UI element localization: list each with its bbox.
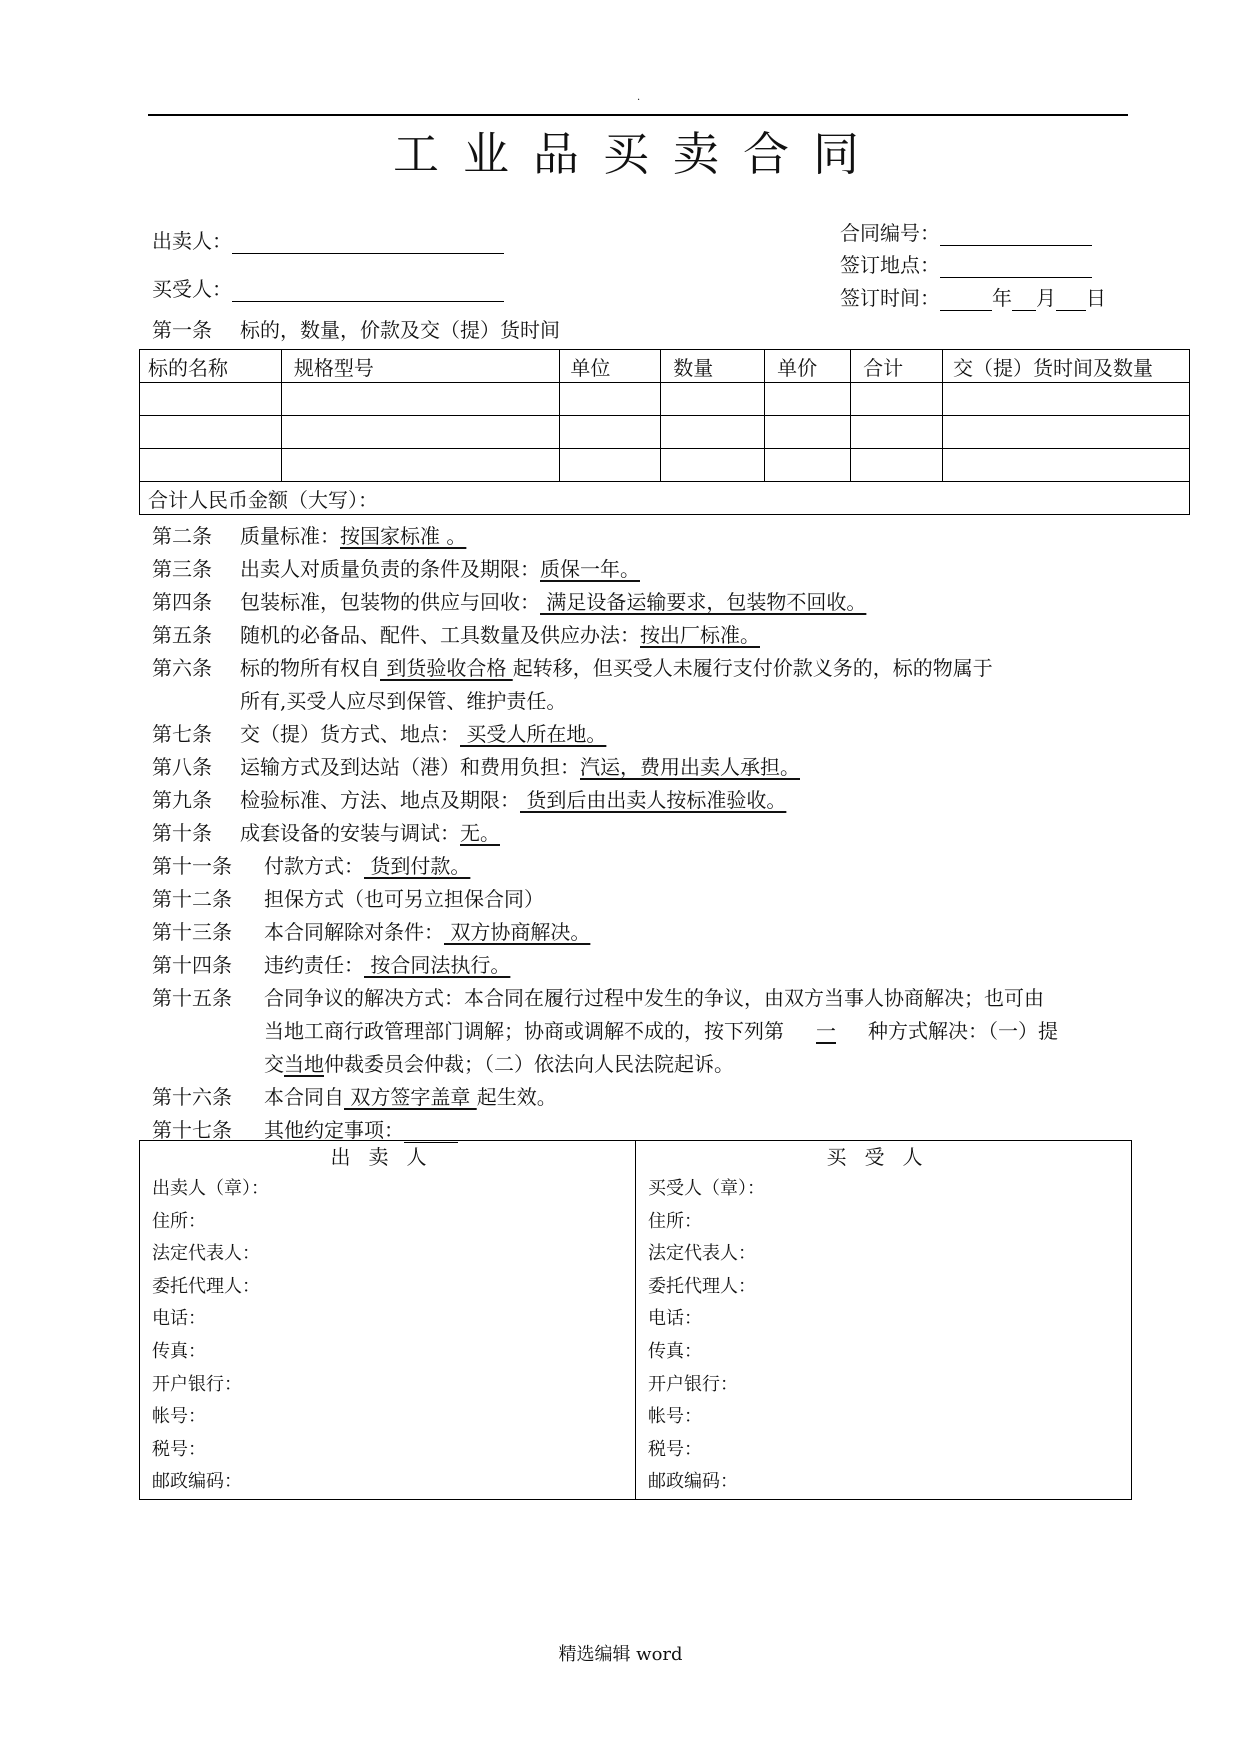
article-text: 包装标准，包装物的供应与回收： xyxy=(240,590,540,614)
article-text: 本合同自 xyxy=(264,1085,344,1109)
contract-no-blank xyxy=(940,225,1092,246)
buyer-field-line: 邮政编码： xyxy=(648,1471,738,1493)
buyer-field xyxy=(152,276,504,302)
article-text: 担保方式（也可另立担保合同） xyxy=(264,887,544,911)
contract-no-label: 合同编号： xyxy=(840,221,940,245)
article-text: 交 xyxy=(264,1052,284,1076)
table-cell[interactable] xyxy=(281,383,560,416)
article-text: 种方式解决：（一）提 xyxy=(868,1019,1058,1043)
article-number: 第二条 xyxy=(152,524,212,548)
year-blank xyxy=(940,290,992,311)
table-cell[interactable] xyxy=(765,449,851,482)
article-15-line2 xyxy=(264,1018,1058,1044)
table-cell[interactable] xyxy=(560,383,661,416)
buyer-column xyxy=(636,1141,1132,1500)
items-table xyxy=(139,349,1190,515)
sign-place-blank xyxy=(940,257,1092,278)
buyer-column-title: 买受人 xyxy=(826,1145,941,1169)
table-cell[interactable] xyxy=(851,383,943,416)
seller-field-line: 住所： xyxy=(152,1210,206,1232)
article-number: 第四条 xyxy=(152,590,212,614)
table-cell[interactable] xyxy=(765,383,851,416)
article-15 xyxy=(152,985,1044,1011)
article-number: 第七条 xyxy=(152,722,212,746)
month-label: 月 xyxy=(1036,286,1056,310)
day-blank xyxy=(1056,290,1086,311)
total-amount-label: 合计人民币金额（大写）： xyxy=(140,482,1190,515)
contract-no-field xyxy=(840,220,1092,246)
table-cell[interactable] xyxy=(765,416,851,449)
header-cell: 标的名称 xyxy=(140,350,282,383)
seller-blank xyxy=(232,233,504,254)
table-total-row xyxy=(140,482,1190,515)
buyer-field-line: 法定代表人： xyxy=(648,1243,756,1265)
article-text: 检验标准、方法、地点及期限： xyxy=(240,788,520,812)
article-filled: 货到付款。 xyxy=(364,854,471,878)
table-cell[interactable] xyxy=(281,416,560,449)
article-text: 合同争议的解决方式：本合同在履行过程中发生的争议，由双方当事人协商解决；也可由 xyxy=(264,986,1044,1010)
header-cell: 单位 xyxy=(560,350,661,383)
table-cell[interactable] xyxy=(560,416,661,449)
article-3 xyxy=(152,556,640,582)
article-number: 第十四条 xyxy=(152,953,232,977)
article-text: 其他约定事项： xyxy=(264,1118,404,1142)
article-text: 质量标准： xyxy=(240,524,340,548)
header-cell: 合计 xyxy=(851,350,943,383)
article-1 xyxy=(152,317,560,343)
table-cell[interactable] xyxy=(851,416,943,449)
table-cell[interactable] xyxy=(661,383,765,416)
article-text: 起转移，但买受人未履行支付价款义务的，标的物属于 xyxy=(512,656,993,680)
article-text: 运输方式及到达站（港）和费用负担： xyxy=(240,755,580,779)
article-13 xyxy=(152,919,590,945)
page-footer: 精选编辑 word xyxy=(558,1644,683,1665)
header-dot: . xyxy=(637,92,641,103)
table-row xyxy=(140,383,1190,416)
article-number: 第十二条 xyxy=(152,887,232,911)
article-16 xyxy=(152,1084,557,1110)
article-text: 起生效。 xyxy=(476,1085,557,1109)
article-number: 第五条 xyxy=(152,623,212,647)
article-filled: 按国家标准 。 xyxy=(340,524,467,548)
article-text: 交（提）货方式、地点： xyxy=(240,722,460,746)
seller-column-title: 出卖人 xyxy=(330,1145,445,1169)
article-number: 第一条 xyxy=(152,318,212,342)
buyer-label: 买受人： xyxy=(152,277,232,301)
seller-label: 出卖人： xyxy=(152,229,232,253)
article-number: 第十一条 xyxy=(152,854,232,878)
buyer-field-line: 税号： xyxy=(648,1438,702,1460)
article-15-line3 xyxy=(264,1051,734,1077)
table-row xyxy=(140,449,1190,482)
article-10 xyxy=(152,820,500,846)
article-filled: 满足设备运输要求，包装物不回收。 xyxy=(540,590,867,614)
article-filled: 双方签字盖章 xyxy=(344,1085,477,1109)
table-cell[interactable] xyxy=(851,449,943,482)
seller-field-line: 委托代理人： xyxy=(152,1275,260,1297)
buyer-field-line: 委托代理人： xyxy=(648,1275,756,1297)
article-text: 付款方式： xyxy=(264,854,364,878)
seller-field-line: 电话： xyxy=(152,1308,206,1330)
article-6 xyxy=(152,655,993,681)
table-cell[interactable] xyxy=(661,449,765,482)
article-text: 标的，数量，价款及交（提）货时间 xyxy=(240,318,560,342)
table-cell[interactable] xyxy=(943,449,1190,482)
article-number: 第三条 xyxy=(152,557,212,581)
table-cell[interactable] xyxy=(943,383,1190,416)
article-number: 第十三条 xyxy=(152,920,232,944)
article-filled: 当地 xyxy=(284,1052,324,1076)
article-2 xyxy=(152,523,466,549)
seller-field-line: 出卖人（章）： xyxy=(152,1178,269,1199)
header-cell: 数量 xyxy=(661,350,765,383)
article-text: 本合同解除对条件： xyxy=(264,920,444,944)
article-8 xyxy=(152,754,800,780)
article-5 xyxy=(152,622,760,648)
table-cell[interactable] xyxy=(943,416,1190,449)
article-7 xyxy=(152,721,606,747)
seller-field xyxy=(152,228,504,254)
parties-table xyxy=(139,1140,1132,1500)
header-cell: 规格型号 xyxy=(281,350,560,383)
buyer-field-line: 电话： xyxy=(648,1308,702,1330)
article-14 xyxy=(152,952,510,978)
article-number: 第十条 xyxy=(152,821,212,845)
article-filled: 汽运，费用出卖人承担。 xyxy=(580,755,800,779)
seller-field-line: 帐号： xyxy=(152,1406,206,1428)
table-row xyxy=(140,416,1190,449)
article-filled: 到货验收合格 xyxy=(380,656,513,680)
seller-field-line: 税号： xyxy=(152,1438,206,1460)
seller-field-line: 传真： xyxy=(152,1340,206,1362)
table-cell[interactable] xyxy=(140,383,282,416)
article-text: 标的物所有权自 xyxy=(240,656,380,680)
table-cell[interactable] xyxy=(560,449,661,482)
buyer-blank xyxy=(232,281,504,302)
article-number: 第十六条 xyxy=(152,1085,232,1109)
buyer-field-line: 住所： xyxy=(648,1210,702,1232)
article-number: 第十五条 xyxy=(152,986,232,1010)
article-filled: 质保一年。 xyxy=(540,557,640,581)
month-blank xyxy=(1012,290,1036,311)
article-filled: 双方协商解决。 xyxy=(444,920,591,944)
seller-field-line: 法定代表人： xyxy=(152,1243,260,1265)
table-header-row xyxy=(140,350,1190,383)
header-cell: 单价 xyxy=(765,350,851,383)
article-filled: 一 xyxy=(816,1019,836,1043)
article-filled: 货到后由出卖人按标准验收。 xyxy=(520,788,787,812)
sign-time-field xyxy=(840,285,1106,311)
buyer-field-line: 传真： xyxy=(648,1340,702,1362)
seller-field-line: 开户银行： xyxy=(152,1373,242,1395)
article-filled: 按出厂标准。 xyxy=(640,623,760,647)
article-4 xyxy=(152,589,866,615)
article-filled: 无。 xyxy=(460,821,500,845)
article-9 xyxy=(152,787,786,813)
table-cell[interactable] xyxy=(140,416,282,449)
table-cell[interactable] xyxy=(140,449,282,482)
article-number: 第八条 xyxy=(152,755,212,779)
article-filled: 按合同法执行。 xyxy=(364,953,511,977)
article-number: 第六条 xyxy=(152,656,212,680)
article-number: 第十七条 xyxy=(152,1118,232,1142)
article-12 xyxy=(152,886,544,912)
seller-field-line: 邮政编码： xyxy=(152,1471,242,1493)
article-text: 违约责任： xyxy=(264,953,364,977)
header-rule xyxy=(148,114,1128,116)
table-cell[interactable] xyxy=(661,416,765,449)
article-filled: 买受人所在地。 xyxy=(460,722,607,746)
table-cell[interactable] xyxy=(281,449,560,482)
year-label: 年 xyxy=(992,286,1012,310)
buyer-field-line: 帐号： xyxy=(648,1406,702,1428)
article-11 xyxy=(152,853,470,879)
day-label: 日 xyxy=(1086,286,1106,310)
page-title: 工业品买卖合同 xyxy=(393,127,883,181)
seller-column xyxy=(140,1141,636,1500)
article-text: 仲裁委员会仲裁；（二）依法向人民法院起诉。 xyxy=(324,1052,734,1076)
article-6-continuation: 所有,买受人应尽到保管、维护责任。 xyxy=(240,689,567,713)
buyer-field-line: 买受人（章）： xyxy=(648,1178,765,1199)
article-number: 第九条 xyxy=(152,788,212,812)
sign-place-label: 签订地点： xyxy=(840,253,940,277)
sign-time-label: 签订时间： xyxy=(840,286,940,310)
buyer-field-line: 开户银行： xyxy=(648,1373,738,1395)
sign-place-field xyxy=(840,252,1092,278)
article-text: 随机的必备品、配件、工具数量及供应办法： xyxy=(240,623,640,647)
article-text: 成套设备的安装与调试： xyxy=(240,821,460,845)
article-text: 出卖人对质量负责的条件及期限： xyxy=(240,557,540,581)
article-text: 当地工商行政管理部门调解；协商或调解不成的，按下列第 xyxy=(264,1019,784,1043)
header-cell: 交（提）货时间及数量 xyxy=(943,350,1190,383)
